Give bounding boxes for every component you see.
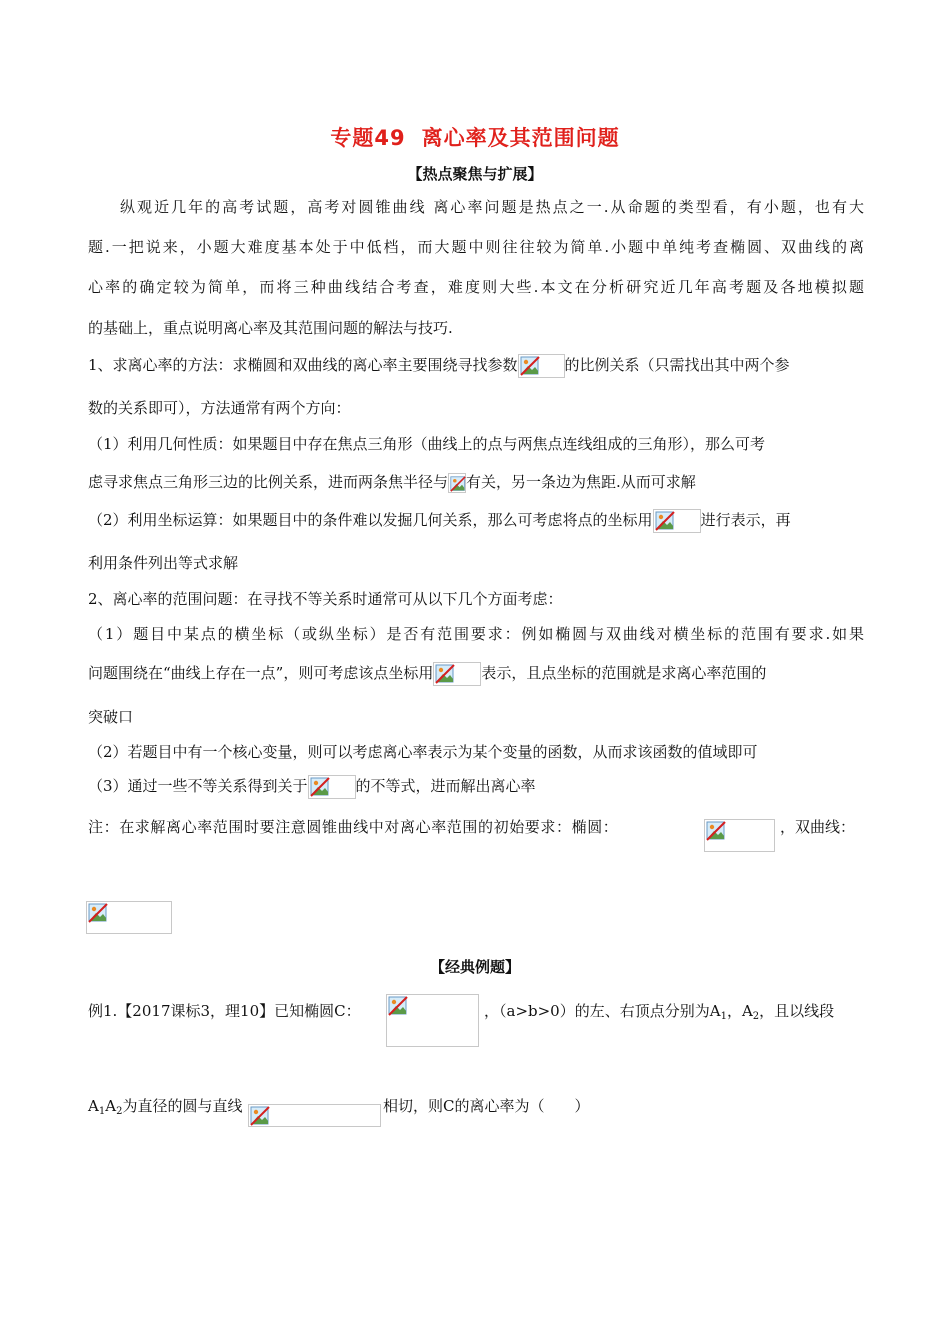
example1-line-tail: ，（a>b>0）的左、右顶点分别为$A_1$，$A_2$，且以线段 (484, 1002, 835, 1022)
section-heading-examples: 【经典例题】 (429, 958, 520, 976)
section-heading-hotspot: 【热点聚焦与扩展】 (407, 165, 543, 183)
method2-1-line: 问题围绕在“曲线上存在一点”，则可考虑该点坐标用 表示，且点坐标的范围就是求离心率范围的 (88, 662, 864, 686)
intro-paragraph-line: 题.一把说来，小题大难度基本处于中低档，而大题中则往往较为简单.小题中单纯考查椭圆、双曲线的离 (88, 238, 864, 256)
note-line: 注：在求解离心率范围时要注意圆锥曲线中对离心率范围的初始要求：椭圆： (88, 818, 619, 836)
method1-line: 1、求离心率的方法：求椭圆和双曲线的离心率主要围绕寻找参数 的比例关系（只需找出其中两个参 (88, 354, 864, 378)
method2-2-line: （2）若题目中有一个核心变量，则可以考虑离心率表示为某个变量的函数，从而求该函数的值域即可 (88, 743, 758, 761)
example1-line: $A_1A_2$为直径的圆与直线 (88, 1097, 243, 1117)
broken-image-icon (653, 509, 701, 533)
page-title: 专题49 离心率及其范围问题 (330, 126, 620, 150)
example1-line-tail: 相切，则C的离心率为（ ） (383, 1097, 590, 1115)
method1-2-line: 利用条件列出等式求解 (88, 554, 239, 572)
broken-image-icon (433, 662, 481, 686)
intro-paragraph-line: 的基础上，重点说明离心率及其范围问题的解法与技巧. (88, 319, 453, 337)
method1-2-line: （2）利用坐标运算：如果题目中的条件难以发掘几何关系，那么可考虑将点的坐标用 进行表示，再 (88, 509, 864, 533)
broken-image-icon (308, 775, 356, 799)
broken-image-icon (248, 1104, 381, 1127)
broken-image-icon (448, 473, 466, 493)
example1-line: 例1.【2017课标3，理10】已知椭圆C： (88, 1002, 361, 1020)
broken-image-icon (704, 819, 775, 852)
method2-3-line: （3）通过一些不等关系得到关于 的不等式，进而解出离心率 (88, 775, 864, 799)
method2-line: 2、离心率的范围问题：在寻找不等关系时通常可从以下几个方面考虑： (88, 590, 563, 608)
method1-1-line: （1）利用几何性质：如果题目中存在焦点三角形（曲线上的点与两焦点连线组成的三角形），那么可考 (88, 435, 766, 453)
broken-image-icon (86, 901, 172, 934)
broken-image-icon (386, 994, 479, 1047)
method1-1-line: 虑寻求焦点三角形三边的比例关系，进而两条焦半径与 有关，另一条边为焦距.从而可求解 (88, 473, 696, 491)
broken-image-icon (518, 354, 565, 378)
method1-line: 数的关系即可），方法通常有两个方向： (88, 399, 351, 417)
method2-1-line: （1）题目中某点的横坐标（或纵坐标）是否有范围要求：例如椭圆与双曲线对横坐标的范围有要求.如果 (88, 625, 864, 643)
intro-paragraph-line: 心率的确定较为简单，而将三种曲线结合考查，难度则大些.本文在分析研究近几年高考题及各地模拟题 (88, 278, 864, 296)
intro-paragraph-line: 纵观近几年的高考试题，高考对圆锥曲线 离心率问题是热点之一.从命题的类型看，有小题，也有大 (120, 198, 864, 216)
note-line-tail: ，双曲线： (780, 818, 856, 836)
method2-1-line: 突破口 (88, 708, 134, 726)
